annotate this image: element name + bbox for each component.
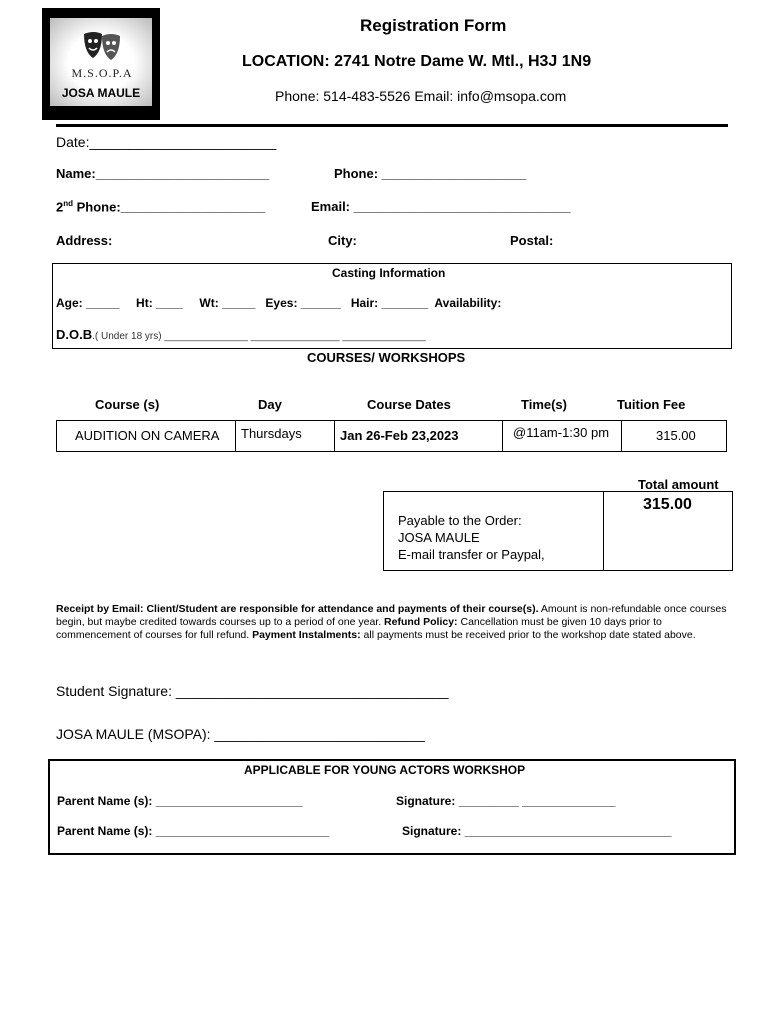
second-phone-num: 2 [56,199,64,215]
payable-line-3: E-mail transfer or Paypal, [398,547,545,562]
parent-name-2[interactable]: Parent Name (s): __________________________ [57,824,330,838]
row-fee: 315.00 [621,420,727,452]
instal-bold: Payment Instalments: [252,629,361,641]
logo-name: JOSA MAULE [61,86,141,100]
total-value: 315.00 [643,496,692,513]
payment-divider [603,491,604,570]
parent-signature-1[interactable]: Signature: _________ ______________ [396,794,616,808]
policy-paragraph [56,603,728,642]
instal-text: all payments must be received prior to the workshop date stated above. [360,629,696,641]
form-title: Registration Form [360,16,507,35]
parent-signature-2[interactable]: Signature: _______________________________ [402,824,672,838]
logo-org: M.S.O.P.A [71,66,133,80]
dob-note: .( Under 18 yrs) _______________ ________________ _______________ [92,331,426,342]
casting-row[interactable]: Age: _____ Ht: ____ Wt: _____ Eyes: ______ Hair: _______ Availability: [56,296,502,310]
receipt-text: Amount is non-refundable once courses begin, but maybe credited towards courses up to a period of one year. [56,603,727,628]
name-field[interactable]: Name:________________________ [56,166,270,181]
row-dates: Jan 26-Feb 23,2023 [334,420,503,452]
address-field[interactable]: Address: [56,233,113,248]
date-field[interactable]: Date:________________________ [56,134,277,150]
row-time: @11am-1:30 pm [502,420,622,452]
receipt-bold: Receipt by Email: Client/Student are responsible for attendance and payments of their course(s). [56,603,539,615]
row-course: AUDITION ON CAMERA [56,420,236,452]
payable-line-2: JOSA MAULE [398,530,480,545]
refund-text: Cancellation must be given 10 days prior to commencement of courses for full refund. [56,616,662,641]
theatre-masks-icon [80,30,124,64]
courses-title: COURSES/ WORKSHOPS [307,350,466,365]
contact-line: Phone: 514-483-5526 Email: info@msopa.com [275,88,567,104]
row-day: Thursdays [235,420,335,452]
parent-name-1[interactable]: Parent Name (s): ______________________ [57,794,303,808]
header-dates: Course Dates [367,397,451,412]
header-divider [56,124,728,127]
header-time: Time(s) [521,397,567,412]
refund-bold: Refund Policy: [384,616,458,628]
payable-line-1: Payable to the Order: [398,513,522,528]
header-course: Course (s) [95,397,160,412]
second-phone-label: Phone:____________________ [73,199,266,215]
phone-field[interactable]: Phone: ____________________ [334,166,527,181]
postal-field[interactable]: Postal: [510,233,554,248]
second-phone-sup: nd [63,199,74,208]
casting-title: Casting Information [332,266,446,280]
city-field[interactable]: City: [328,233,357,248]
student-signature[interactable]: Student Signature: ___________________________________ [56,683,449,699]
josa-signature[interactable]: JOSA MAULE (MSOPA): ___________________________ [56,726,425,742]
total-label: Total amount [638,477,719,492]
young-actors-title: APPLICABLE FOR YOUNG ACTORS WORKSHOP [244,763,526,777]
header-fee: Tuition Fee [617,397,686,412]
location-line: LOCATION: 2741 Notre Dame W. Mtl., H3J 1N9 [242,53,592,70]
dob-field[interactable] [56,326,426,344]
email-field[interactable]: Email: ______________________________ [311,199,571,214]
header-day: Day [258,397,282,412]
second-phone-field[interactable] [56,199,265,214]
dob-label: D.O.B [56,327,93,342]
